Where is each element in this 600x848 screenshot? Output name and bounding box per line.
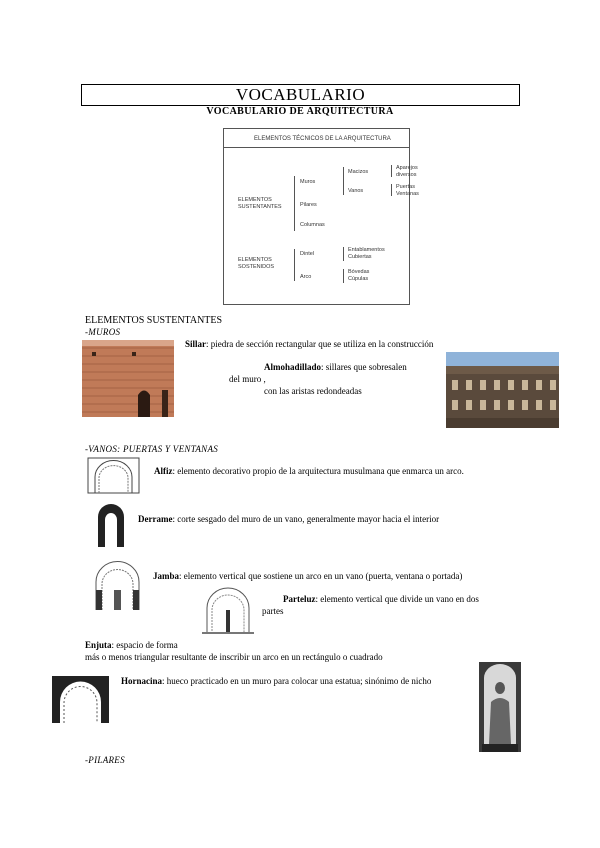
- term-parteluz-def: : elemento vertical que divide un vano en dos: [315, 594, 479, 604]
- term-sillar-def: : piedra de sección rectangular que se utiliza en la construcción: [206, 339, 434, 349]
- palace-facade-image: [446, 352, 559, 428]
- hornacina-arch-image: [52, 676, 109, 723]
- architecture-elements-diagram: [223, 128, 419, 305]
- diagram-aparejos-2: diversos: [396, 172, 417, 178]
- diagram-muros: Muros: [300, 179, 316, 185]
- diagram-vanos: Vanos: [348, 188, 364, 194]
- diagram-macizos: Macizos: [348, 169, 369, 175]
- diagram-entablamentos-2: Cubiertas: [348, 254, 372, 260]
- section-sustentantes: ELEMENTOS SUSTENTANTES: [85, 315, 223, 326]
- term-hornacina-def: : hueco practicado en un muro para colocar una estatua; sinónimo de nicho: [162, 676, 432, 686]
- page-subtitle: VOCABULARIO DE ARQUITECTURA: [206, 106, 394, 117]
- term-sillar: [185, 338, 433, 350]
- term-alfiz-name: Alfiz: [154, 466, 173, 476]
- term-derrame-def: : corte sesgado del muro de un vano, generalmente mayor hacia el interior: [172, 514, 440, 524]
- section-vanos: -VANOS: PUERTAS Y VENTANAS: [85, 444, 219, 454]
- diagram-entablamentos-1: Entablamentos: [348, 247, 385, 253]
- statue-niche-image: [479, 662, 521, 752]
- diagram-sostenidos-2: SOSTENIDOS: [238, 264, 275, 270]
- derrame-drawing: [96, 503, 126, 547]
- term-sillar-name: Sillar: [185, 339, 207, 349]
- term-almohadillado-line2: del muro ,: [229, 374, 266, 384]
- term-parteluz-name: Parteluz: [283, 594, 316, 604]
- term-enjuta: [85, 639, 178, 651]
- diagram-dintel: Dintel: [300, 251, 315, 257]
- alfiz-drawing: [87, 457, 140, 494]
- diagram-puertas-1: Puertas: [396, 184, 415, 190]
- term-almohadillado: [264, 361, 407, 373]
- diagram-heading: ELEMENTOS TÉCNICOS DE LA ARQUITECTURA: [254, 136, 391, 142]
- term-jamba-name: Jamba: [153, 571, 180, 581]
- term-alfiz-def: : elemento decorativo propio de la arquitectura musulmana que enmarca un arco.: [172, 466, 464, 476]
- term-alfiz: [154, 465, 464, 477]
- term-hornacina: [121, 675, 431, 687]
- jamba-drawing: [90, 560, 145, 610]
- term-enjuta-def: : espacio de forma: [111, 640, 178, 650]
- term-jamba: [153, 570, 462, 582]
- term-derrame: [138, 513, 439, 525]
- diagram-pilares: Pilares: [300, 202, 317, 208]
- diagram-bovedas-2: Cúpulas: [348, 276, 369, 282]
- diagram-arco: Arco: [300, 274, 312, 280]
- parteluz-drawing: [202, 586, 254, 634]
- term-hornacina-name: Hornacina: [121, 676, 163, 686]
- diagram-columnas: Columnas: [300, 222, 325, 228]
- diagram-bovedas-1: Bóvedas: [348, 269, 370, 275]
- term-almohadillado-def: : sillares que sobresalen: [321, 362, 407, 372]
- stone-wall-image: [82, 340, 174, 417]
- term-derrame-name: Derrame: [138, 514, 173, 524]
- term-enjuta-line2: más o menos triangular resultante de inscribir un arco en un rectángulo o cuadrado: [85, 652, 383, 662]
- diagram-sustentantes-1: ELEMENTOS: [238, 197, 272, 203]
- diagram-puertas-2: Ventanas: [396, 191, 419, 197]
- page-title: VOCABULARIO: [81, 84, 520, 106]
- term-enjuta-name: Enjuta: [85, 640, 112, 650]
- term-parteluz-line2: partes: [262, 606, 284, 616]
- diagram-aparejos-1: Aparejos: [396, 165, 418, 171]
- section-pilares: -PILARES: [85, 755, 125, 765]
- diagram-sostenidos-1: ELEMENTOS: [238, 257, 272, 263]
- diagram-sustentantes-2: SUSTENTANTES: [238, 204, 282, 210]
- term-almohadillado-name: Almohadillado: [264, 362, 322, 372]
- term-parteluz: [283, 593, 479, 605]
- term-jamba-def: : elemento vertical que sostiene un arco en un vano (puerta, ventana o portada): [179, 571, 463, 581]
- term-almohadillado-line3: con las aristas redondeadas: [264, 386, 362, 396]
- section-muros: -MUROS: [85, 327, 121, 337]
